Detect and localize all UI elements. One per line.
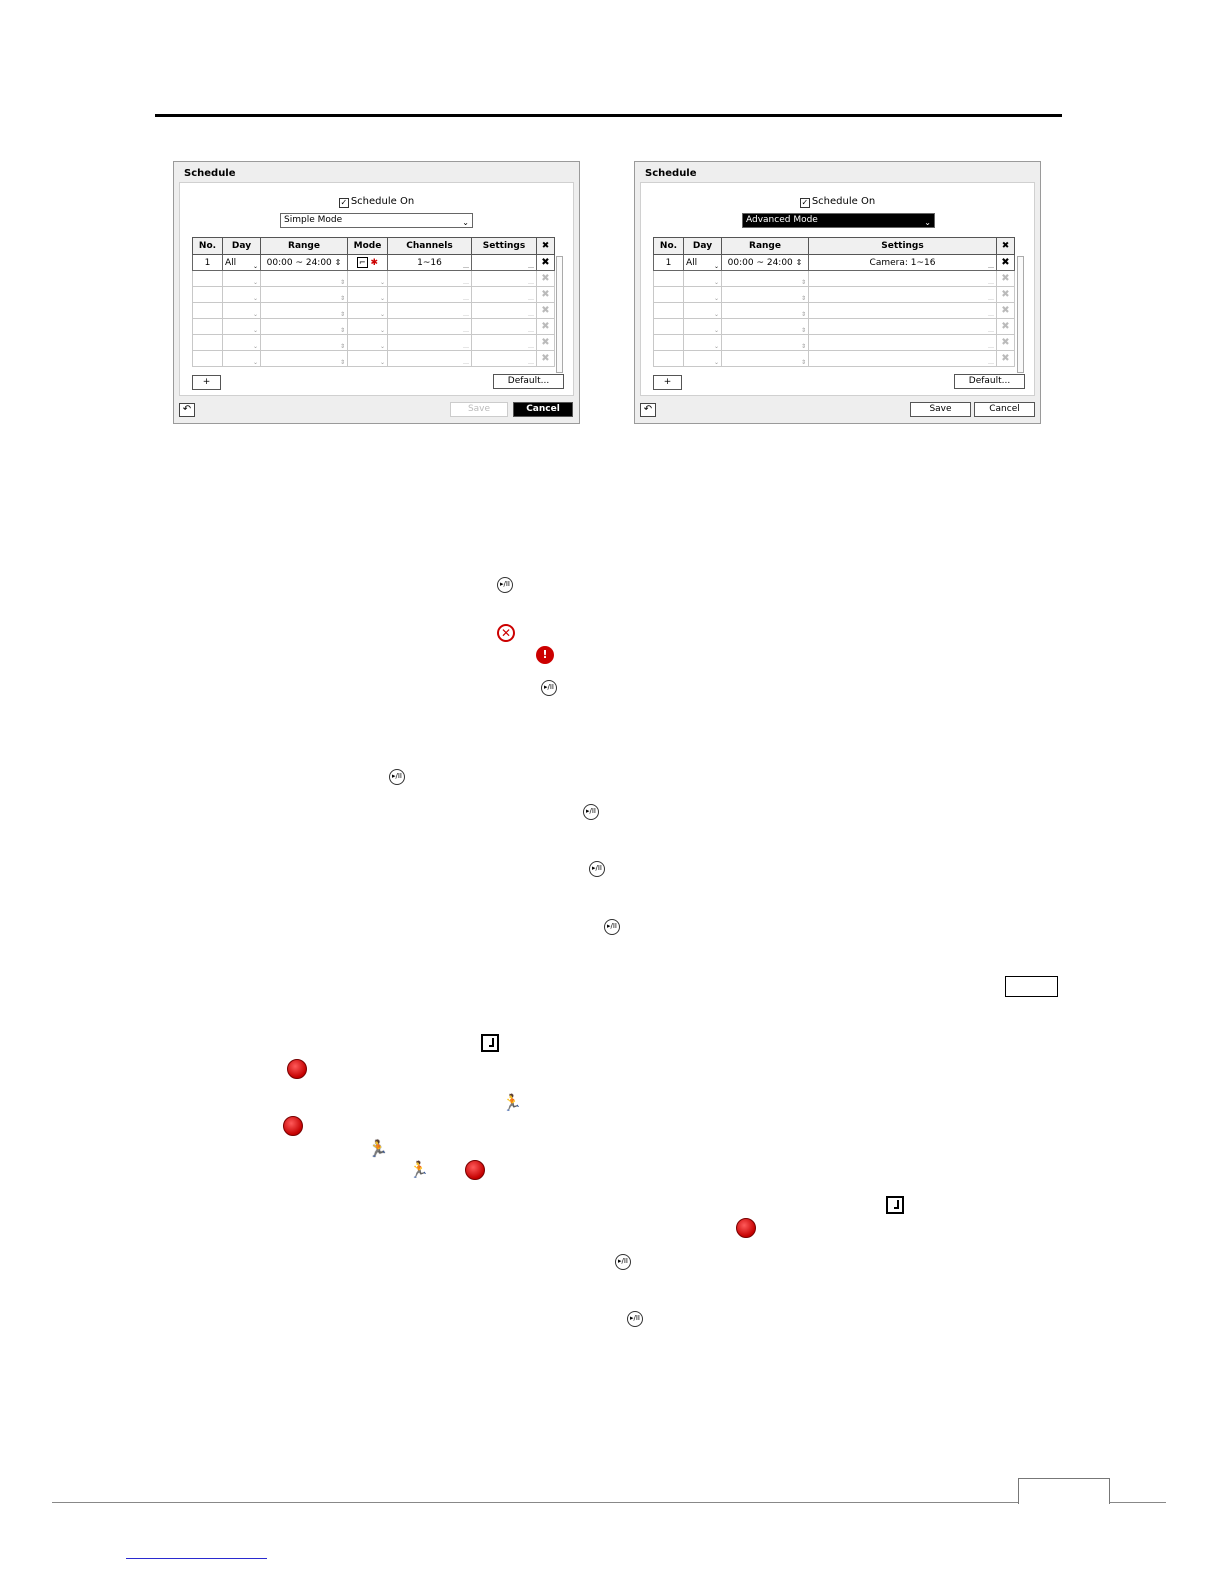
col-mode: Mode (348, 238, 388, 255)
day-value: All (225, 257, 237, 268)
cell-no: 1 (654, 255, 684, 271)
checkmark-icon: ✓ (801, 198, 809, 207)
schedule-table (653, 237, 1015, 367)
mode-value: Simple Mode (284, 215, 343, 225)
delete-row-icon[interactable]: ✖ (537, 255, 555, 271)
time-icon (886, 1196, 904, 1214)
table-row: ⌄ ⇕ ⌄ … … ✖ (193, 287, 555, 303)
table-header (654, 238, 1015, 255)
delete-row-icon: ✖ (997, 271, 1015, 287)
add-row-button[interactable]: + (192, 375, 221, 390)
save-button[interactable]: Save (910, 402, 971, 417)
col-no: No. (654, 238, 684, 255)
footer-link[interactable] (126, 1558, 267, 1559)
settings-cell[interactable]: Camera: 1~16 … (809, 255, 997, 271)
add-row-button[interactable]: + (653, 375, 682, 390)
chevron-down-icon: ⌄ (924, 218, 931, 227)
day-select[interactable]: All ⌄ (684, 255, 722, 271)
mode-dropdown[interactable] (280, 213, 473, 228)
schedule-on-label: Schedule On (811, 196, 876, 207)
delete-row-icon: ✖ (537, 287, 555, 303)
delete-row-icon: ✖ (997, 303, 1015, 319)
mode-dropdown[interactable] (742, 213, 935, 228)
play-pause-icon: ▸/II (615, 1254, 631, 1270)
table-row (654, 255, 1015, 271)
time-icon (481, 1034, 499, 1052)
dialog-title: Schedule (645, 168, 697, 179)
cancel-button[interactable]: Cancel (974, 402, 1035, 417)
col-channels: Channels (388, 238, 472, 255)
play-pause-icon: ▸/II (627, 1311, 643, 1327)
dialog-body (640, 182, 1035, 396)
table-row: ⌄ ⇕ … ✖ (654, 351, 1015, 367)
chevron-down-icon: ⌄ (462, 218, 469, 227)
table-row: ⌄ ⇕ ⌄ … … ✖ (193, 335, 555, 351)
play-pause-icon: ▸/II (589, 861, 605, 877)
play-pause-icon: ▸/II (583, 804, 599, 820)
channels-value: 1~16 (417, 257, 442, 268)
schedule-table (192, 237, 555, 367)
default-button[interactable]: Default... (954, 374, 1025, 389)
mode-value: Advanced Mode (746, 215, 818, 225)
back-arrow-icon[interactable]: ↶ (640, 403, 656, 417)
play-pause-icon: ▸/II (497, 577, 513, 593)
delete-row-icon: ✖ (537, 303, 555, 319)
delete-row-icon: ✖ (997, 351, 1015, 367)
table-row: ⌄ ⇕ … ✖ (654, 271, 1015, 287)
day-value: All (686, 257, 698, 268)
table-row: ⌄ ⇕ ⌄ … … ✖ (193, 271, 555, 287)
day-select[interactable]: All ⌄ (223, 255, 261, 271)
button-placeholder (1005, 976, 1058, 997)
delete-all-icon[interactable]: ✖ (997, 238, 1015, 255)
delete-row-icon: ✖ (537, 335, 555, 351)
cell-no: 1 (193, 255, 223, 271)
col-day: Day (223, 238, 261, 255)
schedule-dialog-advanced (634, 161, 1041, 424)
cancel-button[interactable]: Cancel (513, 402, 573, 417)
record-icon (287, 1059, 307, 1079)
spinner-icon: ⇕ (795, 257, 803, 267)
delete-row-icon: ✖ (537, 271, 555, 287)
settings-cell[interactable]: … (472, 255, 537, 271)
footer-rule (52, 1502, 1166, 1503)
alert-icon: ! (536, 646, 554, 664)
table-scrollbar[interactable] (556, 256, 563, 373)
delete-row-icon: ✖ (537, 319, 555, 335)
range-spinner[interactable] (261, 255, 348, 271)
settings-value: Camera: 1~16 (869, 257, 936, 268)
delete-row-icon: ✖ (537, 351, 555, 367)
play-pause-icon: ▸/II (541, 680, 557, 696)
motion-icon: 🏃 (409, 1160, 429, 1179)
record-icon (283, 1116, 303, 1136)
page-number-tab (1018, 1478, 1110, 1504)
col-settings: Settings (809, 238, 997, 255)
time-icon: ⌐ (358, 257, 366, 267)
motion-icon: 🏃 (502, 1093, 522, 1112)
delete-row-icon: ✖ (997, 287, 1015, 303)
col-settings: Settings (472, 238, 537, 255)
dialog-body (179, 182, 574, 396)
table-row: ⌄ ⇕ … ✖ (654, 287, 1015, 303)
default-button[interactable]: Default... (493, 374, 564, 389)
schedule-on-checkbox[interactable] (641, 196, 1034, 208)
delete-row-icon: ✖ (997, 319, 1015, 335)
table-row (193, 255, 555, 271)
checkmark-icon: ✓ (340, 198, 348, 207)
spinner-icon: ⇕ (334, 257, 342, 267)
col-range: Range (722, 238, 809, 255)
motion-icon: ✱ (370, 257, 379, 268)
delete-row-icon[interactable]: ✖ (997, 255, 1015, 271)
record-icon (465, 1160, 485, 1180)
motion-icon: 🏃 (368, 1139, 388, 1158)
col-range: Range (261, 238, 348, 255)
record-icon (736, 1218, 756, 1238)
range-value: 00:00 ~ 24:00 (266, 257, 332, 268)
table-header (193, 238, 555, 255)
table-row: ⌄ ⇕ … ✖ (654, 319, 1015, 335)
table-row: ⌄ ⇕ ⌄ … … ✖ (193, 319, 555, 335)
table-row: ⌄ ⇕ ⌄ … … ✖ (193, 351, 555, 367)
col-no: No. (193, 238, 223, 255)
table-scrollbar[interactable] (1017, 256, 1024, 373)
mode-cell[interactable] (348, 255, 388, 271)
back-arrow-icon[interactable]: ↶ (179, 403, 195, 417)
col-day: Day (684, 238, 722, 255)
play-pause-icon: ▸/II (389, 769, 405, 785)
table-row: ⌄ ⇕ … ✖ (654, 303, 1015, 319)
schedule-on-checkbox[interactable] (180, 196, 573, 208)
table-row: ⌄ ⇕ ⌄ … … ✖ (193, 303, 555, 319)
table-row: ⌄ ⇕ … ✖ (654, 335, 1015, 351)
save-button[interactable]: Save (450, 402, 508, 417)
cancel-icon: ✕ (497, 624, 515, 642)
delete-all-icon[interactable]: ✖ (537, 238, 555, 255)
range-value: 00:00 ~ 24:00 (727, 257, 793, 268)
range-spinner[interactable] (722, 255, 809, 271)
header-rule (155, 114, 1062, 117)
dialog-title: Schedule (184, 168, 236, 179)
play-pause-icon: ▸/II (604, 919, 620, 935)
channels-select[interactable]: 1~16 … (388, 255, 472, 271)
schedule-dialog-simple (173, 161, 580, 424)
delete-row-icon: ✖ (997, 335, 1015, 351)
schedule-on-label: Schedule On (350, 196, 415, 207)
